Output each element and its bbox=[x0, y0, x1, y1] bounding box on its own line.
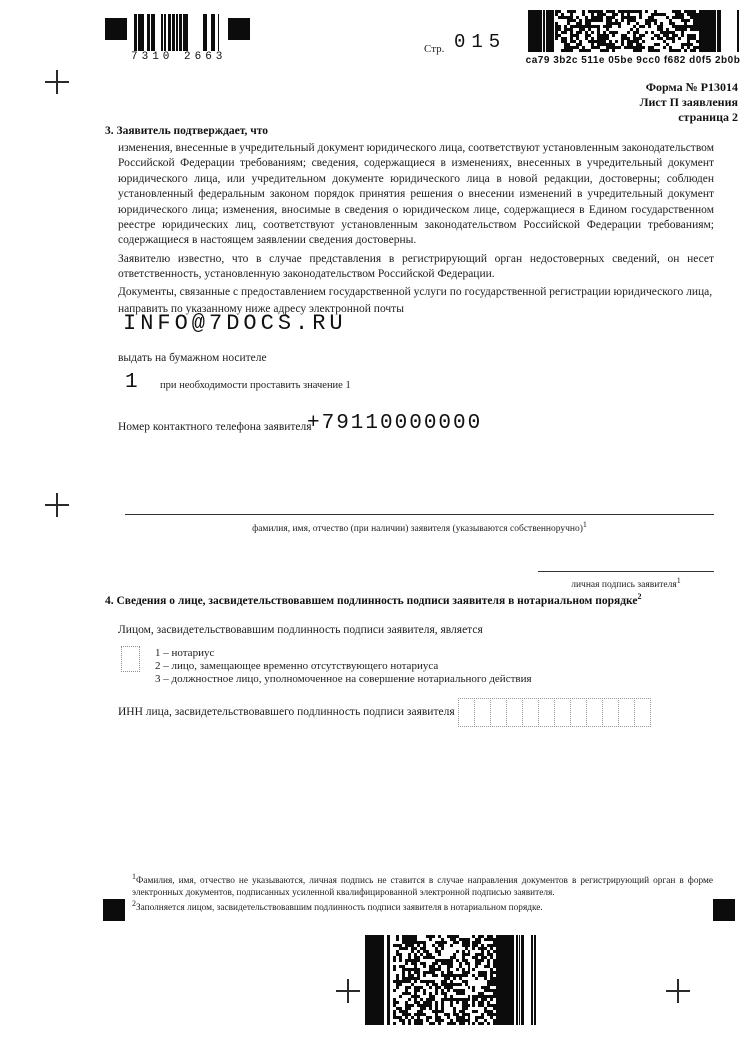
registration-mark bbox=[713, 899, 735, 921]
form-page: страница 2 bbox=[678, 110, 738, 124]
registration-mark bbox=[105, 18, 127, 40]
paper-copy-hint: при необходимости проставить значение 1 bbox=[160, 380, 351, 391]
inn-cell[interactable] bbox=[570, 698, 587, 727]
inn-cell[interactable] bbox=[506, 698, 523, 727]
inn-label: ИНН лица, засвидетельствовавшего подлинность подписи заявителя bbox=[118, 706, 455, 718]
page-number-label: Стр. bbox=[424, 43, 445, 55]
form-number: Форма № Р13014 bbox=[645, 80, 738, 94]
page-number-value: 015 bbox=[454, 31, 507, 53]
inn-cell[interactable] bbox=[554, 698, 571, 727]
phone-label: Номер контактного телефона заявителя bbox=[118, 421, 312, 433]
registration-mark bbox=[103, 899, 125, 921]
email-label: направить по указанному ниже адресу электронной почты bbox=[118, 303, 404, 315]
inn-cells bbox=[458, 698, 651, 727]
crop-mark-icon bbox=[45, 70, 69, 94]
registration-mark bbox=[228, 18, 250, 40]
bottom-matrix-barcode bbox=[365, 935, 540, 1025]
section3-paragraph-1: изменения, внесенные в учредительный документ юридического лица, соответствуют установленным законодательством Российской Федерации требованиям; сведения, содержащиеся в изменениях, внесенных в учредительный документ юридического лица, или учредительном документе юридического лица в новой редакции, достоверны; соблюден установленный федеральным законом порядок принятия решения о внесении изменений в учредительный документ юридического лица; изменения, вносимые в сведения о юридическом лице, содержащиеся в Едином государственном реестре юридических лиц, соответствуют установленным законодательством Российской Федерации требованиям; содержащиеся в настоящем заявлении сведения достоверны. bbox=[118, 142, 714, 247]
inn-cell[interactable] bbox=[602, 698, 619, 727]
crop-mark-icon bbox=[45, 493, 69, 517]
matrix-barcode-hex: ca79 3b2c 511e 05be 9cc0 f682 d0f5 2b0b bbox=[525, 55, 741, 66]
section3-paragraph-3: Документы, связанные с предоставлением государственной услуги по государственной регистрации юридического лица, bbox=[118, 286, 713, 298]
footnote-1: $^1$Фамилия, имя, отчество не указываются, личная подпись не ставится в случае направления документов в регистрирующий орган в форме электронных документов, подписанных усиленной квалифицированной электронной подписью заявителя. bbox=[132, 872, 713, 898]
email-value: INFO@7DOCS.RU bbox=[123, 311, 347, 336]
inn-cell[interactable] bbox=[474, 698, 491, 727]
form-header bbox=[640, 80, 738, 125]
inn-cell[interactable] bbox=[490, 698, 507, 727]
fio-caption: фамилия, имя, отчество (при наличии) заявителя (указываются собственноручно)$^1$ bbox=[252, 520, 587, 535]
inn-cell[interactable] bbox=[458, 698, 475, 727]
paper-copy-value: 1 bbox=[125, 371, 138, 394]
form-sheet: Лист П заявления bbox=[639, 95, 738, 109]
phone-value: +79110000000 bbox=[307, 412, 483, 435]
page-barcode-digits: 7310 2663 bbox=[131, 51, 227, 63]
section3-heading: 3. Заявитель подтверждает, что bbox=[105, 125, 269, 137]
inn-cell[interactable] bbox=[634, 698, 651, 727]
personal-signature-line[interactable] bbox=[538, 571, 714, 572]
section4-intro: Лицом, засвидетельствовавшим подлинность подписи заявителя, является bbox=[118, 624, 483, 636]
matrix-barcode bbox=[528, 10, 740, 52]
footnote-2: $^2$Заполняется лицом, засвидетельствовавшим подлинность подписи заявителя в нотариальном порядке. bbox=[132, 899, 543, 914]
section4-heading: 4. Сведения о лице, засвидетельствовавшем подлинность подписи заявителя в нотариальном порядке$^2$ bbox=[105, 592, 642, 607]
signature-caption: личная подпись заявителя$^1$ bbox=[571, 576, 681, 591]
inn-cell[interactable] bbox=[586, 698, 603, 727]
attestor-type-checkbox[interactable] bbox=[121, 646, 140, 672]
crop-mark-icon bbox=[336, 979, 360, 1003]
attestor-option-2: 2 – лицо, замещающее временно отсутствующего нотариуса bbox=[155, 660, 439, 672]
attestor-option-1: 1 – нотариус bbox=[155, 647, 215, 659]
section3-paragraph-2: Заявителю известно, что в случае представления в регистрирующий орган недостоверных сведений, он несет ответственность, установленную законодательством Российской Федерации. bbox=[118, 253, 714, 281]
attestor-option-3: 3 – должностное лицо, уполномоченное на совершение нотариального действия bbox=[155, 673, 532, 685]
paper-copy-label: выдать на бумажном носителе bbox=[118, 352, 267, 364]
fio-signature-line[interactable] bbox=[125, 514, 714, 515]
page-barcode bbox=[133, 14, 219, 51]
inn-cell[interactable] bbox=[522, 698, 539, 727]
crop-mark-icon bbox=[666, 979, 690, 1003]
inn-cell[interactable] bbox=[618, 698, 635, 727]
inn-cell[interactable] bbox=[538, 698, 555, 727]
